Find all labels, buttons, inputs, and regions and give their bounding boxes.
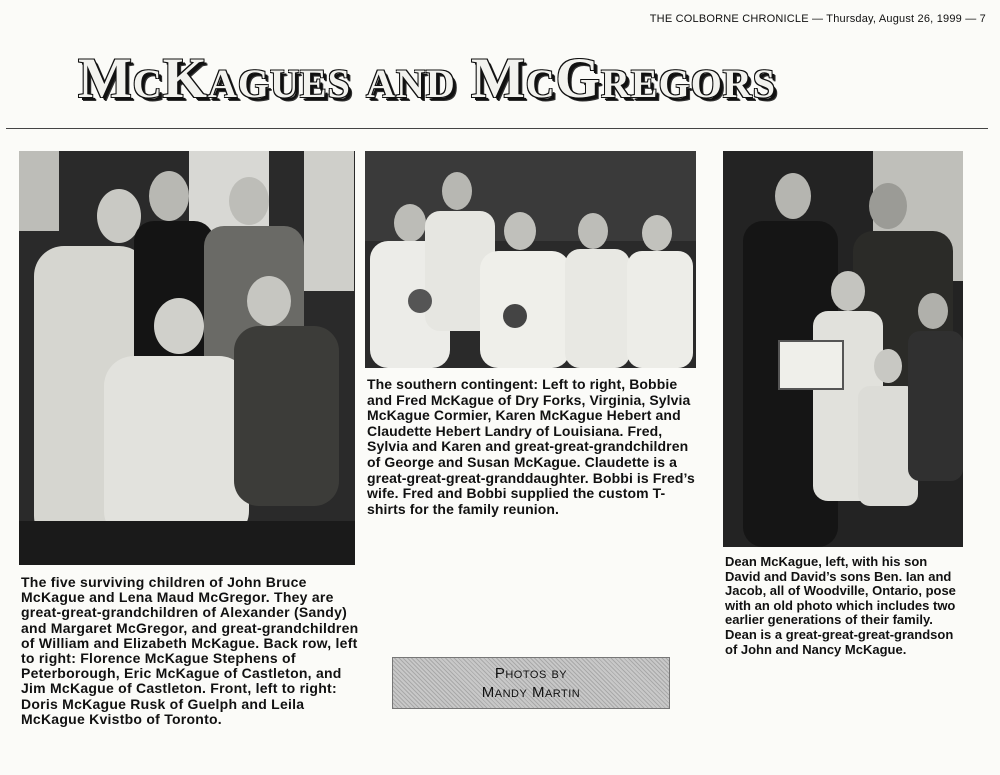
photo-credit-line-2: Mandy Martin: [481, 684, 581, 701]
photo-middle-image: [365, 151, 696, 368]
caption-right: Dean McKague, left, with his son David and David’s sons Ben. Ian and Jacob, all of Woodville, Ontario, pose with an old photo which includes two earlier generations of their family. Dean is a great-great-great-grandson of John and Nancy McKague.: [725, 554, 956, 657]
headline-rule: [6, 128, 988, 129]
running-head: THE COLBORNE CHRONICLE — Thursday, August 26, 1999 — 7: [649, 13, 986, 25]
photo-right: [723, 151, 963, 547]
caption-left: The five surviving children of John Bruce McKague and Lena Maud McGregor. They are great-great-grandchildren of Alexander (Sandy) and Margaret McGregor, and great-grandchildren of William and Elizabeth McKague. Back row, left to right: Florence McKague Stephens of Peterborough, Eric McKague of Castleton, and Jim McKague of Castleton. Front, left to right: Doris McKague Rusk of Guelph and Leila McKague Kvistbo of Toronto.: [21, 574, 359, 727]
photo-left: [19, 151, 355, 565]
photo-credit: [392, 657, 670, 709]
caption-middle: The southern contingent: Left to right, Bobbie and Fred McKague of Dry Forks, Virginia, Sylvia McKague Cormier, Karen McKague Hebert and Claudette Hebert Landry of Louisiana. Fred, Sylvia and Karen and great-great-grandchildren of George and Susan McKague. Claudette is a great-great-great-granddaughter. Bobbi is Fred’s wife. Fred and Bobbi supplied the custom T-shirts for the family reunion.: [367, 376, 695, 517]
photo-left-image: [19, 151, 355, 565]
photo-right-image: [723, 151, 963, 547]
headline: McKagues and McGregors: [78, 47, 776, 110]
photo-middle: [365, 151, 696, 368]
photo-credit-line-1: Photos by: [494, 665, 568, 682]
